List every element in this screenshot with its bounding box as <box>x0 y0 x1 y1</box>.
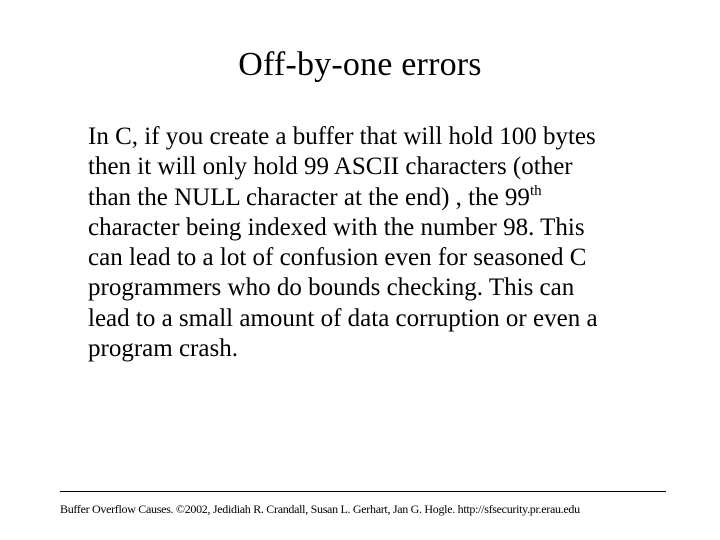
body-line: programmers who do bounds checking. This can <box>88 274 575 302</box>
footer-citation: Buffer Overflow Causes. ©2002, Jedidiah R. Crandall, Susan L. Gerhart, Jan G. Hogle. http://sfsecurity.pr.erau.edu <box>60 502 580 516</box>
ordinal-superscript: th <box>529 182 542 199</box>
body-line: then it will only hold 99 ASCII characters (other <box>88 153 573 181</box>
slide-body-text <box>88 122 688 364</box>
body-paragraph <box>88 122 688 364</box>
body-line-with-superscript <box>88 183 688 213</box>
body-line: character being indexed with the number 98. This <box>88 213 585 241</box>
body-line-text: than the NULL character at the end) , the 99 <box>88 183 530 211</box>
footer-divider <box>60 491 666 492</box>
slide-title: Off-by-one errors <box>238 46 482 83</box>
body-line: program crash. <box>88 335 238 363</box>
body-line: lead to a small amount of data corruption or even a <box>88 304 598 332</box>
body-line: In C, if you create a buffer that will hold 100 bytes <box>88 123 596 150</box>
body-line: can lead to a lot of confusion even for seasoned C <box>88 244 587 272</box>
